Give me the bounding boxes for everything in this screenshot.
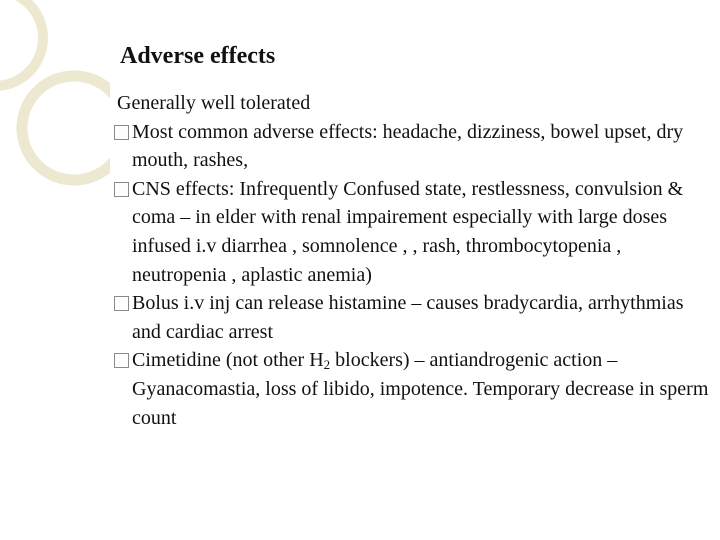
bullet-item-bolus (115, 289, 715, 346)
subscript-2: 2 (323, 357, 331, 373)
intro-text: Generally well tolerated (117, 92, 311, 114)
bullet-list (115, 118, 715, 433)
bullet-item-common-effects (115, 118, 715, 175)
bullet-text: Bolus i.v inj can release histamine – causes bradycardia, arrhythmias and cardiac arrest (132, 292, 684, 343)
slide-body (115, 89, 715, 432)
square-bullet-icon (114, 296, 129, 311)
bullet-text: CNS effects: Infrequently Confused state, restlessness, convulsion & coma – in elder with renal impairement especially with large doses infused i.v diarrhea , somnolence , , rash, thrombocytopenia , neutropenia , aplastic anemia) (132, 177, 684, 286)
bullet-text-after: blockers) – antiandrogenic action – Gyanacomastia, loss of libido, impotence. Temporary decrease in sperm count (132, 349, 709, 429)
bullet-text (132, 346, 715, 432)
bullet-text-before: Cimetidine (not other H (132, 349, 324, 372)
bullet-text: Most common adverse effects: headache, dizziness, bowel upset, dry mouth, rashes, (132, 120, 684, 172)
square-bullet-icon (114, 353, 129, 368)
decorative-circles-icon (0, 0, 110, 190)
slide-title: Adverse effects (120, 43, 276, 69)
square-bullet-icon (114, 182, 129, 197)
square-bullet-icon (114, 125, 129, 140)
bullet-item-cimetidine (115, 346, 715, 432)
bullet-item-cns-effects (115, 175, 715, 289)
